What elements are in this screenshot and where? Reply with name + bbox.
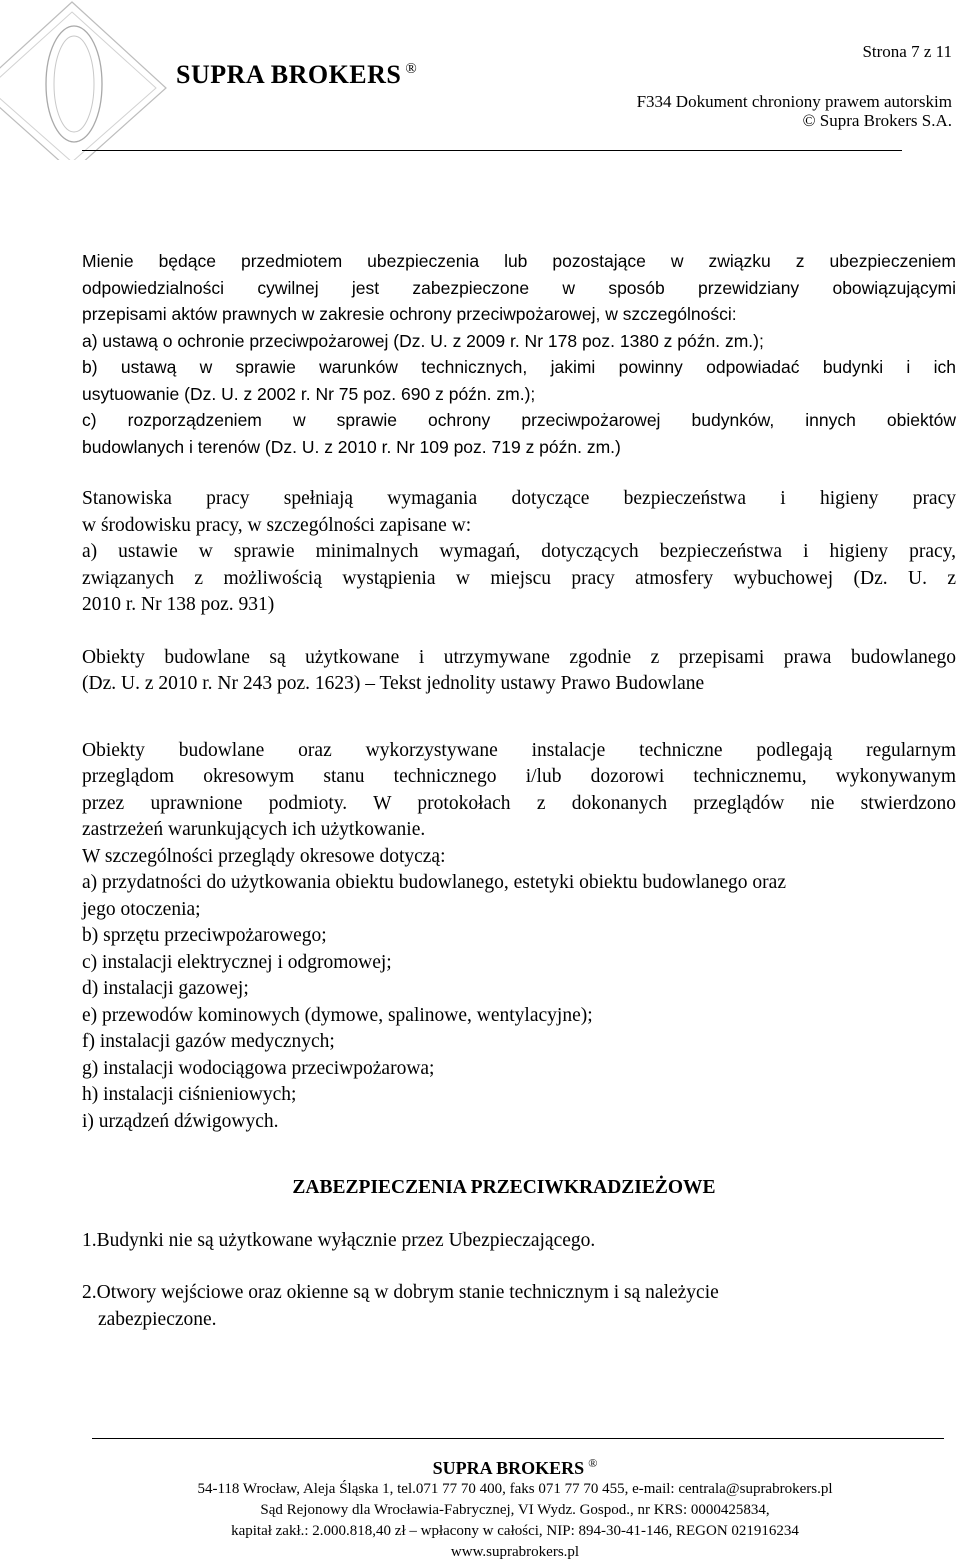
list-item: d) instalacji gazowej; (82, 978, 249, 999)
anti-theft-item-1: 1.Budynki nie są użytkowane wyłącznie przez Ubezpieczającego. (82, 1229, 596, 1251)
inspections-intro: W szczególności przeglądy okresowe dotyczą: (82, 845, 446, 867)
text-line: przez uprawnione podmioty. W protokołach z dokonanych przeglądów nie stwierdzono (82, 792, 956, 814)
text-line: odpowiedzialności cywilnej jest zabezpieczone w sposób przewidziany obowiązującymi (82, 277, 956, 298)
list-item: h) instalacji ciśnieniowych; (82, 1084, 297, 1105)
text-line: w środowisku pracy, w szczególności zapisane w: (82, 514, 472, 536)
text-line: związanych z możliwością wystąpienia w miejscu pracy atmosfery wybuchowej (Dz. U. z (82, 567, 956, 589)
document-body (82, 248, 956, 1333)
list-item: i) urządzeń dźwigowych. (82, 1110, 279, 1132)
spacer (82, 1135, 956, 1175)
text-line: Obiekty budowlane oraz wykorzystywane instalacje techniczne podlegają regularnym (82, 739, 956, 761)
footer-court-registration: Sąd Rejonowy dla Wrocławia-Fabrycznej, VI Wydz. Gospod., nr KRS: 0000425834, (260, 1502, 770, 1518)
text-line: 2010 r. Nr 138 poz. 931) (82, 594, 275, 615)
footer (82, 1453, 948, 1563)
footer-capital-info: kapitał zakł.: 2.000.818,40 zł – wpłacony w całości, NIP: 894-30-41-146, REGON 021916234 (231, 1523, 799, 1539)
footer-registered-mark: ® (588, 1456, 598, 1470)
footer-divider (92, 1438, 944, 1439)
text-line: Stanowiska pracy spełniają wymagania dotyczące bezpieczeństwa i higieny pracy (82, 488, 956, 509)
list-item: e) przewodów kominowych (dymowe, spalinowe, wentylacyjne); (82, 1004, 593, 1026)
spacer (82, 1202, 956, 1228)
spacer (82, 698, 956, 738)
footer-brand (82, 1453, 948, 1479)
text-line: 2.Otwory wejściowe oraz okienne są w dobrym stanie technicznym i są należycie (82, 1282, 719, 1303)
text-line: Obiekty budowlane są użytkowane i utrzymywane zgodnie z przepisami prawa budowlanego (82, 646, 956, 668)
text-line: budowlanych i terenów (Dz. U. z 2010 r. Nr 109 poz. 719 z późn. zm.) (82, 436, 621, 457)
list-item: a) przydatności do użytkowania obiektu budowlanego, estetyki obiektu budowlanego oraz (82, 872, 786, 893)
text-line: a) ustawą o ochronie przeciwpożarowej (Dz. U. z 2009 r. Nr 178 poz. 1380 z późn. zm.); (82, 330, 764, 351)
list-item: jego otoczenia; (82, 898, 201, 920)
spacer (82, 619, 956, 645)
footer-address: 54-118 Wrocław, Aleja Śląska 1, tel.071 77 70 400, faks 071 77 70 455, e-mail: centrala@suprabrokers.pl (197, 1481, 833, 1497)
brand-name: SUPRA BROKERS (176, 60, 402, 89)
text-line: a) ustawie w sprawie minimalnych wymagań, dotyczących bezpieczeństwa i higieny pracy, (82, 541, 956, 562)
section-heading: ZABEZPIECZENIA PRZECIWKRADZIEŻOWE (292, 1177, 716, 1198)
copyright-notice: F334 Dokument chroniony prawem autorskim (636, 92, 952, 111)
spacer (82, 460, 956, 486)
building-law-paragraph (82, 645, 956, 698)
text-line: c) rozporządzeniem w sprawie ochrony przeciwpożarowej budynków, innych obiektów (82, 410, 956, 430)
anti-theft-item-2 (82, 1280, 956, 1333)
workplace-safety-paragraph (82, 486, 956, 619)
spacer (82, 1254, 956, 1280)
supra-brokers-logo (0, 0, 180, 160)
text-line: usytuowanie (Dz. U. z 2002 r. Nr 75 poz. 690 z późn. zm.); (82, 383, 536, 404)
brand-title (176, 60, 417, 90)
page-number: Strona 7 z 11 (862, 42, 952, 61)
footer-brand-name: SUPRA BROKERS (432, 1458, 585, 1478)
text-line: zastrzeżeń warunkujących ich użytkowanie. (82, 819, 426, 840)
text-line: b) ustawą w sprawie warunków technicznych, jakimi powinny odpowiadać budynki i ich (82, 357, 956, 377)
registered-mark: ® (405, 61, 418, 78)
text-line: Mienie będące przedmiotem ubezpieczenia lub pozostające w związku z ubezpieczeniem (82, 251, 956, 271)
header-divider (82, 150, 902, 151)
list-item: g) instalacji wodociągowa przeciwpożarowa; (82, 1057, 435, 1079)
list-item: f) instalacji gazów medycznych; (82, 1031, 335, 1052)
fire-protection-paragraph (82, 248, 956, 460)
text-line: zabezpieczone. (98, 1308, 217, 1330)
inspections-paragraph (82, 738, 956, 1136)
list-item: c) instalacji elektrycznej i odgromowej; (82, 951, 392, 973)
copyright-owner: © Supra Brokers S.A. (802, 111, 952, 130)
text-line: przepisami aktów prawnych w zakresie ochrony przeciwpożarowej, w szczególności: (82, 304, 737, 324)
text-line: przeglądom okresowym stanu technicznego i/lub dozorowi technicznemu, wykonywanym (82, 766, 956, 787)
footer-website: www.suprabrokers.pl (450, 1544, 580, 1560)
list-item: b) sprzętu przeciwpożarowego; (82, 925, 327, 946)
text-line: (Dz. U. z 2010 r. Nr 243 poz. 1623) – Tekst jednolity ustawy Prawo Budowlane (82, 673, 705, 694)
